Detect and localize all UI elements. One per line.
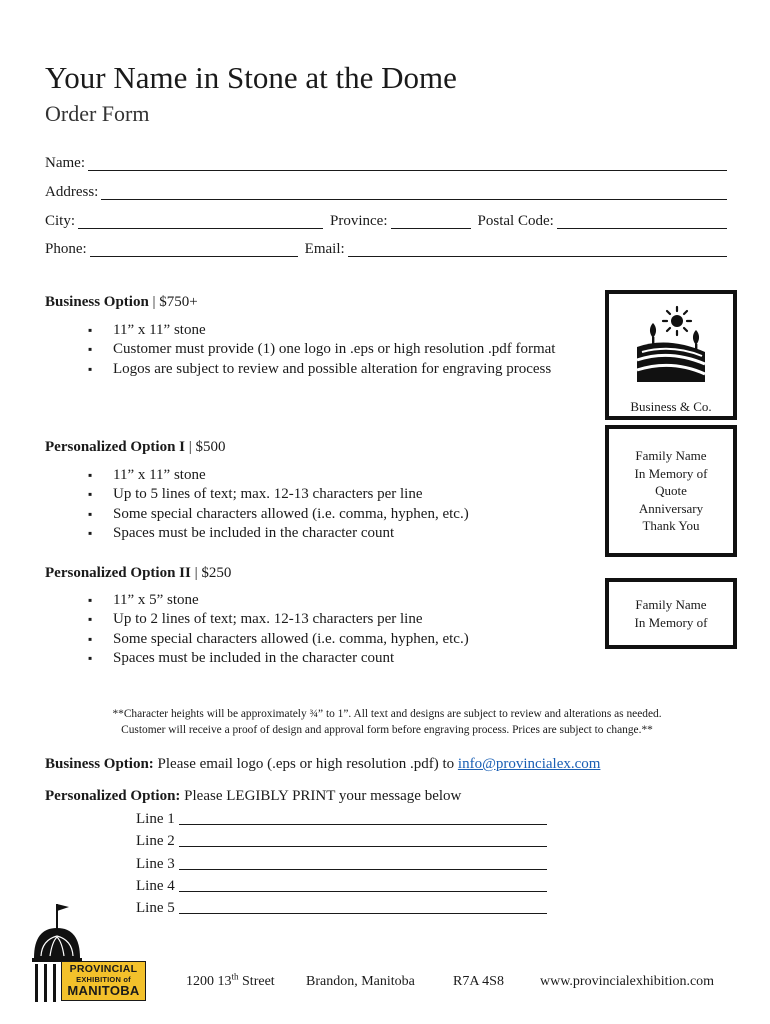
message-line-field[interactable] xyxy=(179,810,547,825)
logo-line-2: EXHIBITION of xyxy=(76,975,131,984)
instruction-text: Please LEGIBLY PRINT your message below xyxy=(184,788,462,804)
postal-code-field[interactable] xyxy=(557,214,727,229)
email-label: Email: xyxy=(304,241,345,257)
list-item: ▪ 11” x 5” stone xyxy=(88,591,558,610)
logo-line-1: PROVINCIAL xyxy=(69,963,138,975)
city-row xyxy=(45,211,727,231)
option-name: Personalized Option I xyxy=(45,439,186,455)
sample-line: In Memory of xyxy=(634,614,708,630)
page-title: Your Name in Stone at the Dome xyxy=(45,60,457,95)
page-subtitle: Order Form xyxy=(45,101,150,126)
logo-wordmark xyxy=(61,961,146,1001)
instruction-text: Please email logo (.eps or high resolution .pdf) to xyxy=(157,756,455,772)
option-name: Personalized Option II xyxy=(45,565,191,581)
line-label: Line 5 xyxy=(136,899,175,916)
option-price: | $750+ xyxy=(152,294,198,310)
list-item: ▪ Up to 5 lines of text; max. 12-13 characters per line xyxy=(88,485,558,504)
address-row xyxy=(45,182,727,202)
message-line-row xyxy=(136,873,556,895)
footer-street xyxy=(186,972,275,992)
address-label: Address: xyxy=(45,184,99,200)
message-line-field[interactable] xyxy=(179,877,547,892)
list-item: ▪ Up to 2 lines of text; max. 12-13 characters per line xyxy=(88,610,558,629)
sample-line: Quote xyxy=(655,483,687,499)
note-line-1: **Character heights will be approximately ¾” to 1”. All text and designs are subject to review and alterations as needed. xyxy=(112,708,662,720)
business-instructions xyxy=(45,754,600,774)
list-item: ▪ Customer must provide (1) one logo in .eps or high resolution .pdf format xyxy=(88,340,558,359)
name-label: Name: xyxy=(45,155,85,171)
line-label: Line 2 xyxy=(136,833,175,850)
line-label: Line 3 xyxy=(136,855,175,872)
option-price: | $250 xyxy=(194,565,232,581)
disclaimer-note xyxy=(62,707,712,738)
message-line-row xyxy=(136,895,556,917)
street-number: 1200 13 xyxy=(186,974,232,989)
personalized-two-sample-stone xyxy=(605,578,737,649)
personalized-option-2-bullets xyxy=(88,591,558,669)
list-item: ▪ Spaces must be included in the character count xyxy=(88,524,558,543)
instruction-label: Personalized Option: xyxy=(45,788,181,804)
business-sample-stone xyxy=(605,290,737,420)
personalized-instructions xyxy=(45,786,461,806)
message-line-field[interactable] xyxy=(179,899,547,914)
line-label: Line 4 xyxy=(136,877,175,894)
list-item: ▪ Logos are subject to review and possible alteration for engraving process xyxy=(88,360,558,379)
phone-field[interactable] xyxy=(90,242,298,257)
name-field[interactable] xyxy=(88,156,727,171)
sample-line: Thank You xyxy=(642,518,700,534)
message-line-row xyxy=(136,806,556,828)
list-item: ▪ 11” x 11” stone xyxy=(88,321,558,340)
city-label: City: xyxy=(45,213,76,229)
phone-email-row xyxy=(45,239,727,259)
address-field[interactable] xyxy=(101,185,727,200)
instruction-label: Business Option: xyxy=(45,756,154,772)
message-line-field[interactable] xyxy=(179,855,547,870)
message-line-field[interactable] xyxy=(179,832,547,847)
message-lines xyxy=(136,806,556,917)
city-field[interactable] xyxy=(78,214,323,229)
phone-label: Phone: xyxy=(45,241,87,257)
footer-website[interactable]: www.provincialexhibition.com xyxy=(540,974,715,989)
sample-line: Anniversary xyxy=(638,500,704,516)
option-price: | $500 xyxy=(188,439,226,455)
list-item: ▪ Some special characters allowed (i.e. comma, hyphen, etc.) xyxy=(88,630,558,649)
personalized-option-2-heading xyxy=(45,563,231,583)
business-option-heading xyxy=(45,292,198,312)
sample-line: In Memory of xyxy=(634,465,708,481)
list-item: ▪ 11” x 11” stone xyxy=(88,466,558,485)
logo-line-3: MANITOBA xyxy=(67,983,140,998)
footer-postal-code: R7A 4S8 xyxy=(453,974,504,989)
personalized-one-sample-stone xyxy=(605,425,737,557)
footer-city: Brandon, Manitoba xyxy=(306,974,415,989)
sample-line: Family Name xyxy=(635,448,707,464)
street-name: Street xyxy=(242,974,275,989)
line-label: Line 1 xyxy=(136,811,175,828)
personalized-option-1-bullets xyxy=(88,466,558,544)
sample-line: Family Name xyxy=(635,597,707,612)
street-suffix: th xyxy=(231,971,239,982)
list-item: ▪ Some special characters allowed (i.e. comma, hyphen, etc.) xyxy=(88,505,558,524)
message-line-row xyxy=(136,850,556,872)
message-line-row xyxy=(136,828,556,850)
business-option-bullets xyxy=(88,321,558,379)
email-field[interactable] xyxy=(348,242,727,257)
personalized-option-1-heading xyxy=(45,437,226,457)
province-label: Province: xyxy=(330,213,388,229)
name-row xyxy=(45,153,727,173)
option-name: Business Option xyxy=(45,294,149,310)
email-link[interactable]: info@provincialex.com xyxy=(457,756,601,772)
note-line-2: Customer will receive a proof of design and approval form before engraving process. Prices are subject to change.** xyxy=(121,723,653,736)
farm-field-icon xyxy=(632,304,710,384)
list-item: ▪ Spaces must be included in the character count xyxy=(88,649,558,668)
business-sample-label: Business & Co. xyxy=(630,399,712,414)
postal-code-label: Postal Code: xyxy=(477,213,554,229)
province-field[interactable] xyxy=(391,214,471,229)
